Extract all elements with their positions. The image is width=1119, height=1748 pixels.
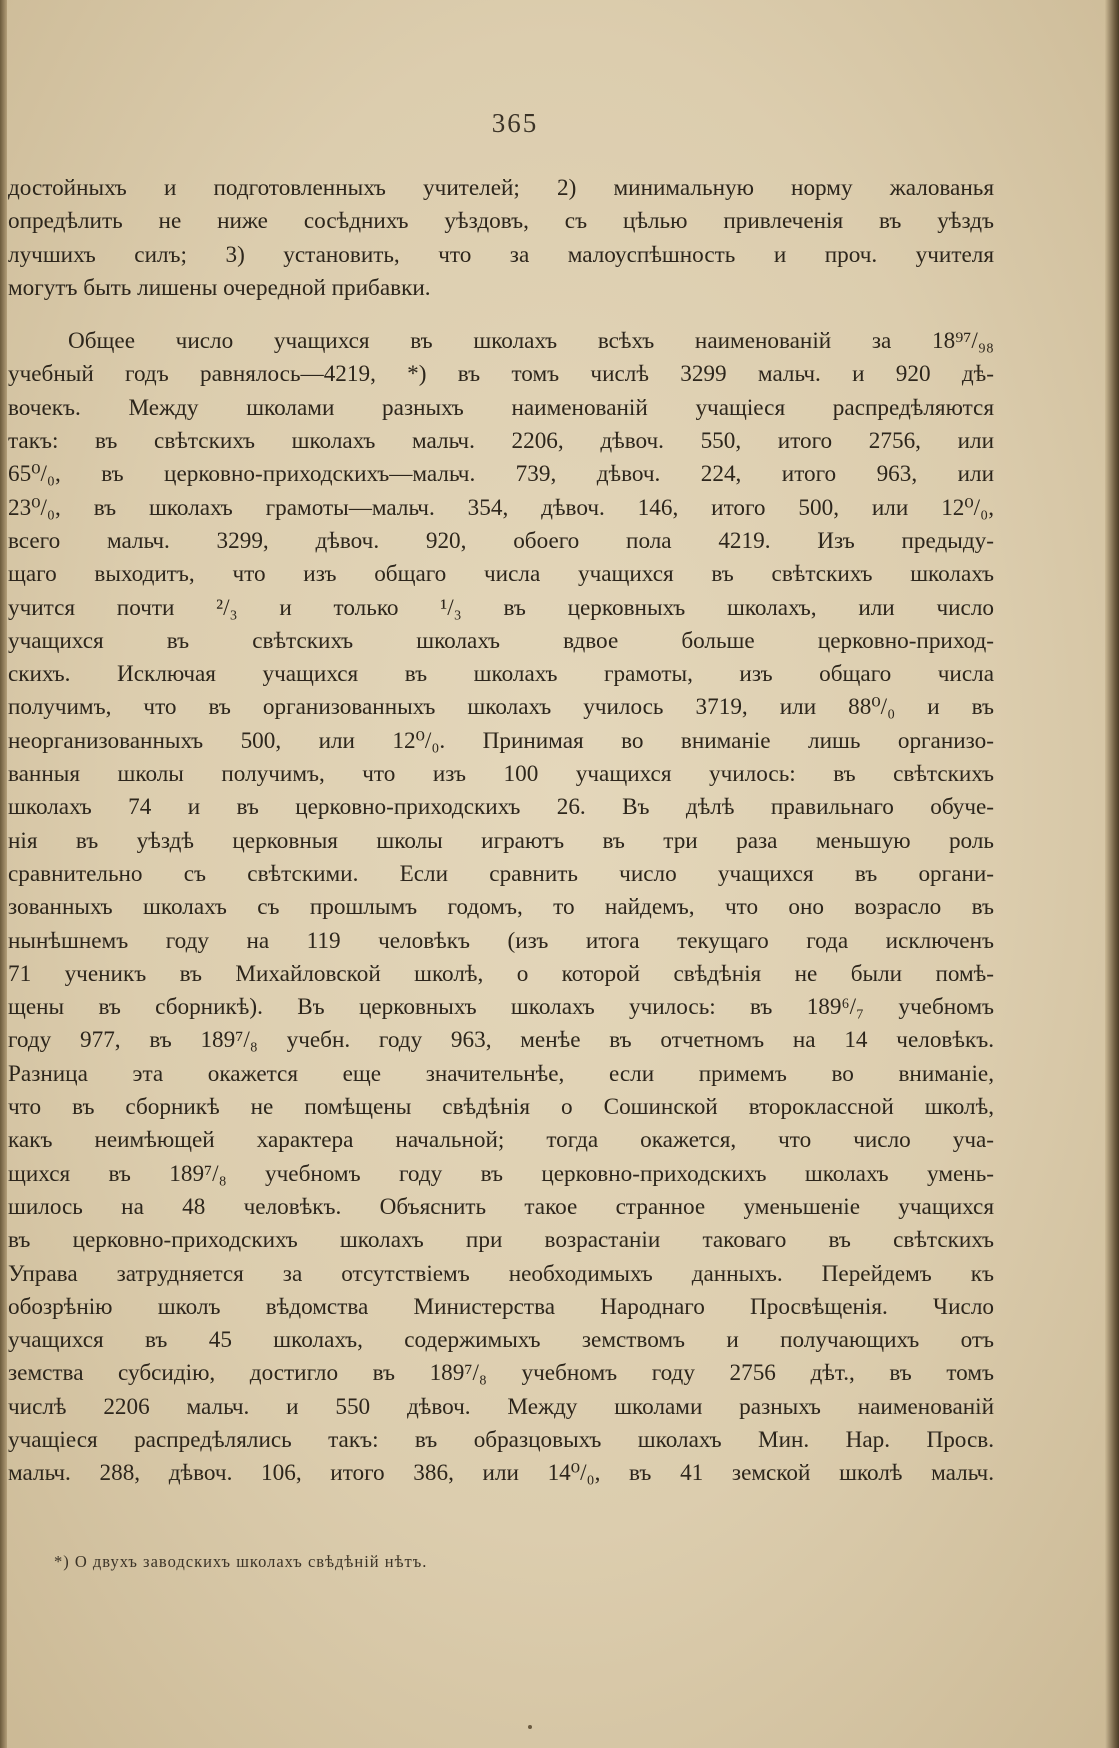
text-line: 71 ученикъ въ Михайловской школѣ, о которой свѣдѣнія не были помѣ- [8,960,994,987]
text-line: Разница эта окажется еще значительнѣе, если примемъ во вниманіе, [8,1060,994,1087]
text-line: неорганизованныхъ 500, или 12⁰/₀. Принимая во вниманіе лишь организо- [8,727,994,754]
text-line: скихъ. Исключая учащихся въ школахъ грамоты, изъ общаго числа [8,661,994,688]
ink-speck [528,1725,532,1729]
text-line: вочекъ. Между школами разныхъ наименованій учащіеся распредѣляются [8,394,994,421]
footnote: *) О двухъ заводскихъ школахъ свѣдѣній нѣтъ. [54,1552,428,1571]
text-line: Управа затрудняется за отсутствіемъ необходимыхъ данныхъ. Перейдемъ къ [8,1260,994,1287]
body-text [8,172,994,1491]
text-line: лучшихъ силъ; 3) установить, что за малоуспѣшность и проч. учителя [8,241,994,268]
text-line: шилось на 48 человѣкъ. Объяснить такое странное уменьшеніе учащихся [8,1193,994,1220]
text-line: учащихся въ свѣтскихъ школахъ вдвое больше церковно-приход- [8,627,994,654]
text-line: опредѣлить не ниже сосѣднихъ уѣздовъ, съ цѣлью привлеченія въ уѣздъ [8,208,994,235]
text-line: земства субсидію, достигло въ 189⁷/₈ учебномъ году 2756 дѣт., въ томъ [8,1360,994,1387]
text-line: Общее число учащихся въ школахъ всѣхъ наименованій за 18⁹⁷/₉₈ [68,328,994,355]
text-line: зованныхъ школахъ съ прошлымъ годомъ, то найдемъ, что оно возрасло въ [8,894,994,921]
text-line: щены въ сборникѣ). Въ церковныхъ школахъ училось: въ 189⁶/₇ учебномъ [8,994,994,1021]
text-line: щаго выходитъ, что изъ общаго числа учащихся въ свѣтскихъ школахъ [8,561,994,588]
text-line: мальч. 288, дѣвоч. 106, итого 386, или 14⁰/₀, въ 41 земской школѣ мальч. [8,1460,994,1487]
text-line: такъ: въ свѣтскихъ школахъ мальч. 2206, дѣвоч. 550, итого 2756, или [8,428,994,455]
text-line: щихся въ 189⁷/₈ учебномъ году въ церковно-приходскихъ школахъ умень- [8,1160,994,1187]
text-line: учебный годъ равнялось—4219, *) въ томъ числѣ 3299 мальч. и 920 дѣ- [8,361,994,388]
text-line: могутъ быть лишены очередной прибавки. [8,274,431,301]
text-line: въ церковно-приходскихъ школахъ при возрастаніи таковаго въ свѣтскихъ [8,1227,994,1254]
paragraph-gap [8,305,994,325]
page-left-edge [0,0,7,1748]
text-line: числѣ 2206 мальч. и 550 дѣвоч. Между школами разныхъ наименованій [8,1393,994,1420]
text-line: обозрѣнію школъ вѣдомства Министерства Народнаго Просвѣщенія. Число [8,1293,994,1320]
text-line: году 977, въ 189⁷/₈ учебн. году 963, менѣе въ отчетномъ на 14 человѣкъ. [8,1027,994,1054]
text-line: нынѣшнемъ году на 119 человѣкъ (изъ итога текущаго года исключенъ [8,927,994,954]
text-line: учится почти ²/₃ и только ¹/₃ въ церковныхъ школахъ, или число [8,594,994,621]
text-line: сравнительно съ свѣтскими. Если сравнить число учащихся въ органи- [8,860,994,887]
text-line: 65⁰/₀, въ церковно-приходскихъ—мальч. 739, дѣвоч. 224, итого 963, или [8,461,994,488]
text-line: нія въ уѣздѣ церковныя школы играютъ въ три раза меньшую роль [8,827,994,854]
text-line: учащіеся распредѣлялись такъ: въ образцовыхъ школахъ Мин. Нар. Просв. [8,1426,994,1453]
text-line: достойныхъ и подготовленныхъ учителей; 2) минимальную норму жалованья [8,175,994,201]
text-line: что въ сборникѣ не помѣщены свѣдѣнія о Сошинской второклассной школѣ, [8,1094,994,1121]
text-line: какъ неимѣющей характера начальной; тогда окажется, что число уча- [8,1127,994,1154]
page-number: 365 [491,108,539,138]
text-line: учащихся въ 45 школахъ, содержимыхъ земствомъ и получающихъ отъ [8,1327,994,1354]
text-line: всего мальч. 3299, дѣвоч. 920, обоего пола 4219. Изъ предыду- [8,527,994,554]
text-line: школахъ 74 и въ церковно-приходскихъ 26. Въ дѣлѣ правильнаго обуче- [8,794,994,821]
text-line: получимъ, что въ организованныхъ школахъ училось 3719, или 88⁰/₀ и въ [8,694,994,721]
page-right-edge [1105,0,1119,1748]
text-line: 23⁰/₀, въ школахъ грамоты—мальч. 354, дѣвоч. 146, итого 500, или 12⁰/₀, [8,494,994,521]
text-line: ванныя школы получимъ, что изъ 100 учащихся училось: въ свѣтскихъ [8,761,994,788]
